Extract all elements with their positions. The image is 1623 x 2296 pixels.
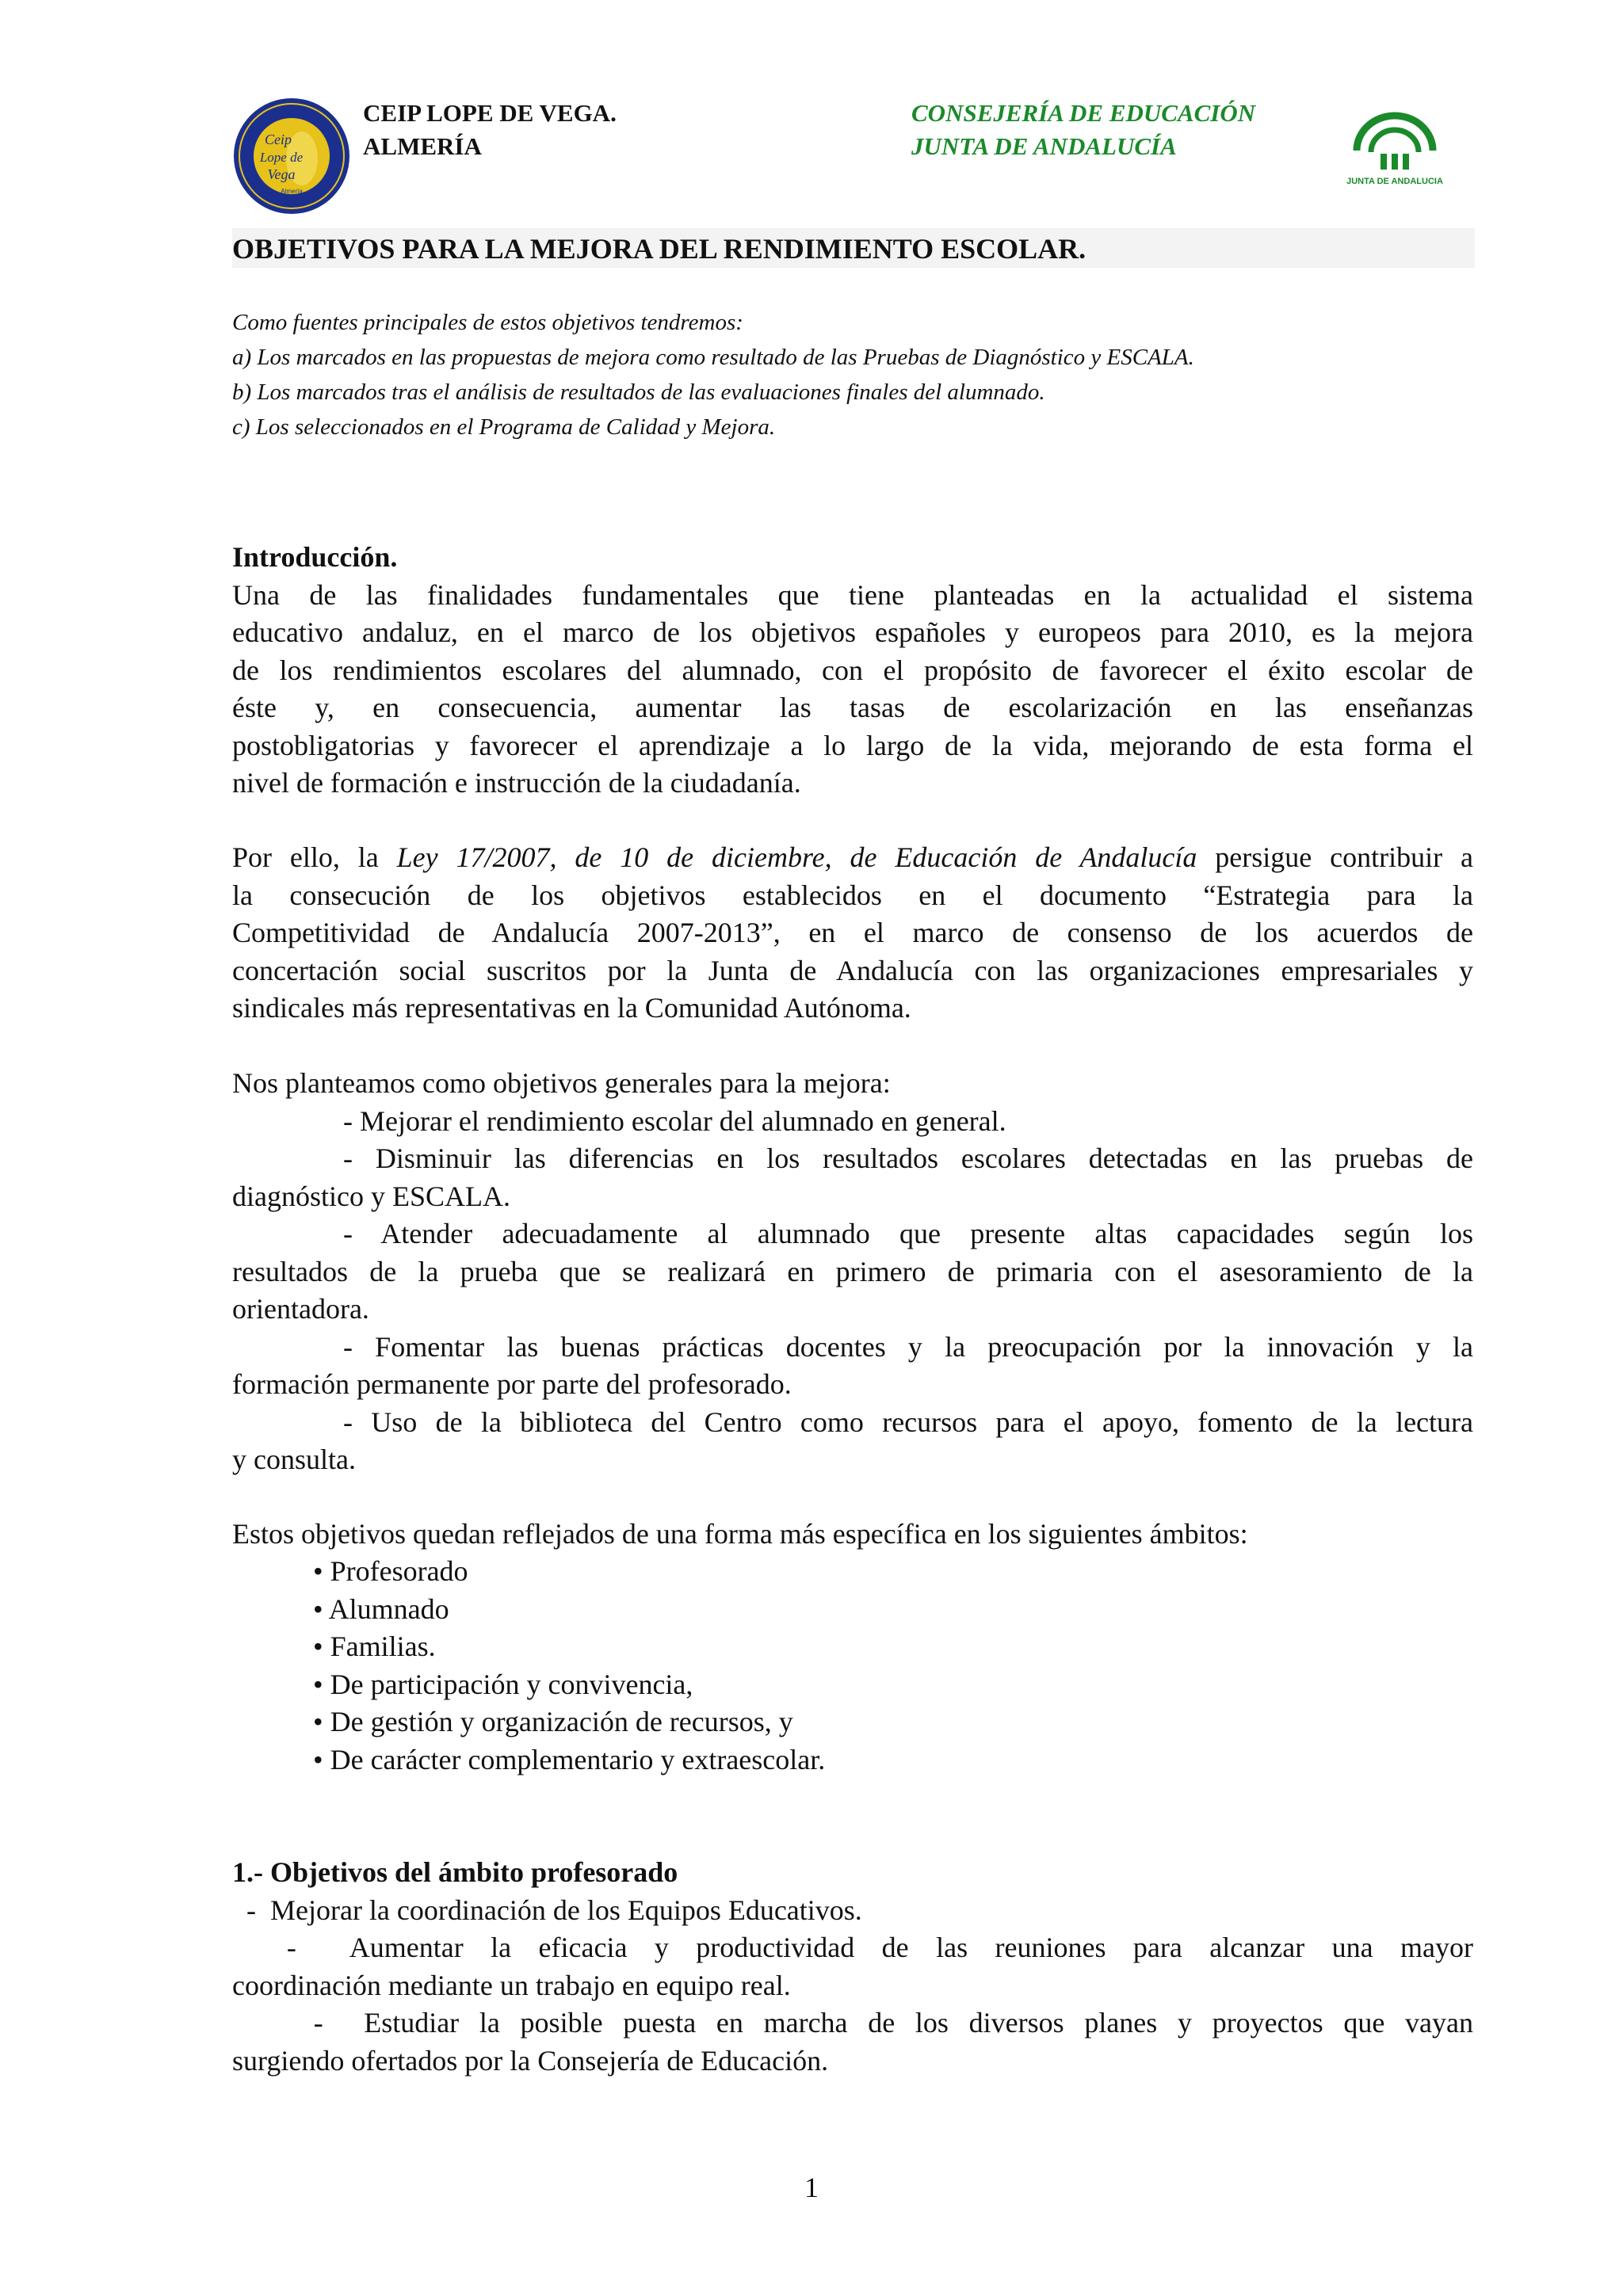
sources-intro: Como fuentes principales de estos objetivos tendremos: xyxy=(232,310,743,335)
objective-item-continuation: orientadora. xyxy=(232,1293,369,1325)
section-item-continuation: surgiendo ofertados por la Consejería de Educación. xyxy=(232,2044,829,2077)
law-prefix: Por ello, la xyxy=(232,841,397,873)
objective-item-continuation: resultados de la prueba que se realizará en primero de primaria con el asesoramiento de la xyxy=(232,1255,1473,1287)
law-citation: Ley 17/2007, de 10 de diciembre, de Educación de Andalucía xyxy=(396,841,1197,873)
seal-subtext: Almería xyxy=(281,188,303,195)
area-bullet: • Alumnado xyxy=(313,1592,449,1625)
paragraph-line: la consecución de los objetivos establecidos en el documento “Estrategia para la xyxy=(232,879,1473,911)
area-bullet: • Profesorado xyxy=(313,1555,468,1587)
law-paragraph xyxy=(232,839,1473,1028)
section-item-continuation: coordinación mediante un trabajo en equipo real. xyxy=(232,1969,791,2001)
law-suffix: persigue contribuir a xyxy=(1197,841,1473,873)
section-heading: 1.- Objetivos del ámbito profesorado xyxy=(232,1856,678,1888)
area-bullet: • De gestión y organización de recursos, y xyxy=(313,1706,793,1737)
introduction-section xyxy=(232,539,1473,803)
section-item: - Aumentar la eficacia y productividad de las reuniones para alcanzar una mayor xyxy=(232,1932,1473,1963)
area-bullet: • Familias. xyxy=(313,1630,436,1662)
objective-item-continuation: diagnóstico y ESCALA. xyxy=(232,1180,510,1212)
general-objectives-intro: Nos planteamos como objetivos generales para la mejora: xyxy=(232,1067,891,1099)
school-name xyxy=(363,97,617,163)
paragraph-line: éste y, en consecuencia, aumentar las tasas de escolarización en las enseñanzas xyxy=(232,692,1473,723)
paragraph-line: concertación social suscritos por la Junta de Andalucía con las organizaciones empresariales y xyxy=(232,954,1473,986)
objective-item-continuation: formación permanente por parte del profesorado. xyxy=(232,1368,792,1400)
seal-text-ceip: Ceip xyxy=(265,132,292,147)
page-number: 1 xyxy=(804,2172,819,2203)
areas-intro-block xyxy=(232,1516,1473,1554)
source-item: c) Los seleccionados en el Programa de Calidad y Mejora. xyxy=(232,414,776,440)
paragraph-line: Una de las finalidades fundamentales que tiene planteadas en la actualidad el sistema xyxy=(232,578,1473,611)
junta-logo-text: JUNTA DE ANDALUCIA xyxy=(1346,177,1443,186)
sources-list xyxy=(232,305,1194,444)
document-title: OBJETIVOS PARA LA MEJORA DEL RENDIMIENTO ESCOLAR. xyxy=(232,233,1086,265)
school-name-line2: ALMERÍA xyxy=(363,132,482,160)
paragraph-line: postobligatorias y favorecer el aprendizaje a lo largo de la vida, mejorando de esta forma el xyxy=(232,729,1473,761)
paragraph-line xyxy=(232,839,1473,877)
ministry-name-line2: JUNTA DE ANDALUCÍA xyxy=(911,132,1177,160)
source-item: b) Los marcados tras el análisis de resultados de las evaluaciones finales del alumnado. xyxy=(232,379,1045,405)
source-item: a) Los marcados en las propuestas de mejora como resultado de las Pruebas de Diagnóstico y ESCALA. xyxy=(232,345,1194,370)
objective-item: - Mejorar el rendimiento escolar del alumnado en general. xyxy=(343,1104,1006,1137)
junta-andalucia-logo xyxy=(1339,101,1450,189)
seal-text-lope: Lope de xyxy=(259,150,304,165)
objective-item-continuation: y consulta. xyxy=(232,1444,356,1475)
paragraph-line: educativo andaluz, en el marco de los objetivos españoles y europeos para 2010, es la mejora xyxy=(232,616,1473,648)
seal-text-vega: Vega xyxy=(267,166,296,182)
objective-item: - Atender adecuadamente al alumnado que presente altas capacidades según los xyxy=(343,1218,1473,1249)
objective-item: - Disminuir las diferencias en los resultados escolares detectadas en las pruebas de xyxy=(343,1142,1473,1174)
objective-item: - Fomentar las buenas prácticas docentes y la preocupación por la innovación y la xyxy=(343,1330,1473,1363)
area-bullet: • De carácter complementario y extraescolar. xyxy=(313,1743,826,1775)
school-name-line1: CEIP LOPE DE VEGA. xyxy=(363,99,617,127)
paragraph-line: sindicales más representativas en la Comunidad Autónoma. xyxy=(232,992,911,1024)
general-objectives xyxy=(232,1065,1473,1479)
section-item: - Estudiar la posible puesta en marcha de los diversos planes y proyectos que vayan xyxy=(232,2007,1473,2039)
area-bullet: • De participación y convivencia, xyxy=(313,1668,693,1700)
paragraph-line: Competitividad de Andalucía 2007-2013”, en el marco de consenso de los acuerdos de xyxy=(232,917,1473,948)
paragraph-line: de los rendimientos escolares del alumnado, con el propósito de favorecer el éxito escolar de xyxy=(232,654,1473,686)
paragraph-line: nivel de formación e instrucción de la ciudadanía. xyxy=(232,767,801,799)
ministry-name xyxy=(911,97,1255,163)
introduction-heading: Introducción. xyxy=(232,541,398,573)
objective-item: - Uso de la biblioteca del Centro como recursos para el apoyo, fomento de la lectura xyxy=(343,1405,1473,1438)
areas-list xyxy=(313,1553,825,1779)
section-profesorado xyxy=(232,1854,1473,2080)
section-item: - Mejorar la coordinación de los Equipos Educativos. xyxy=(232,1894,862,1926)
school-seal-logo xyxy=(232,97,351,215)
ministry-name-line1: CONSEJERÍA DE EDUCACIÓN xyxy=(911,99,1256,127)
areas-intro: Estos objetivos quedan reflejados de una forma más específica en los siguientes ámbitos: xyxy=(232,1518,1248,1550)
